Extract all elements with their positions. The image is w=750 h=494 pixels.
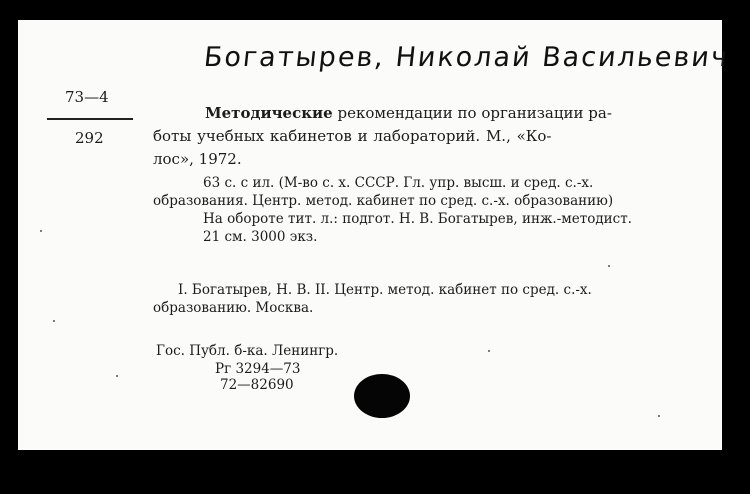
description-line-3: На обороте тит. л.: подгот. Н. В. Богатырев, инж.-методист. xyxy=(203,211,632,227)
shelfmark-top: 73—4 xyxy=(65,88,109,106)
library-line-2: Рг 3294—73 xyxy=(215,361,301,377)
library-line-3: 72—82690 xyxy=(220,377,294,393)
speck xyxy=(53,320,55,322)
description-line-2: образования. Центр. метод. кабинет по сред. с.-х. образованию) xyxy=(153,193,614,209)
catalog-card xyxy=(18,20,731,450)
punch-hole xyxy=(354,374,410,418)
title-line-1-rest: рекомендации по организации ра- xyxy=(332,104,612,122)
speck xyxy=(658,415,660,417)
tracing-line-1: I. Богатырев, Н. В. II. Центр. метод. кабинет по сред. с.-х. xyxy=(178,282,592,298)
shelfmark-bottom: 292 xyxy=(75,129,104,147)
shelfmark-divider xyxy=(47,118,133,120)
speck xyxy=(608,265,610,267)
title-line-2: боты учебных кабинетов и лабораторий. М., «Ко- xyxy=(153,127,552,145)
description-line-4: 21 см. 3000 экз. xyxy=(203,229,318,245)
speck xyxy=(488,350,490,352)
speck xyxy=(116,375,118,377)
library-line-1: Гос. Публ. б-ка. Ленингр. xyxy=(156,343,339,359)
speck xyxy=(40,230,42,232)
handwritten-author-name: Богатырев, Николай Васильевич xyxy=(202,42,731,73)
title-line-3: лос», 1972. xyxy=(153,150,242,168)
title-line-1 xyxy=(205,104,612,122)
tracing-line-2: образованию. Москва. xyxy=(153,300,314,316)
description-line-1: 63 с. с ил. (М-во с. х. СССР. Гл. упр. высш. и сред. с.-х. xyxy=(203,175,594,191)
title-lead-word: Методические xyxy=(205,104,333,122)
